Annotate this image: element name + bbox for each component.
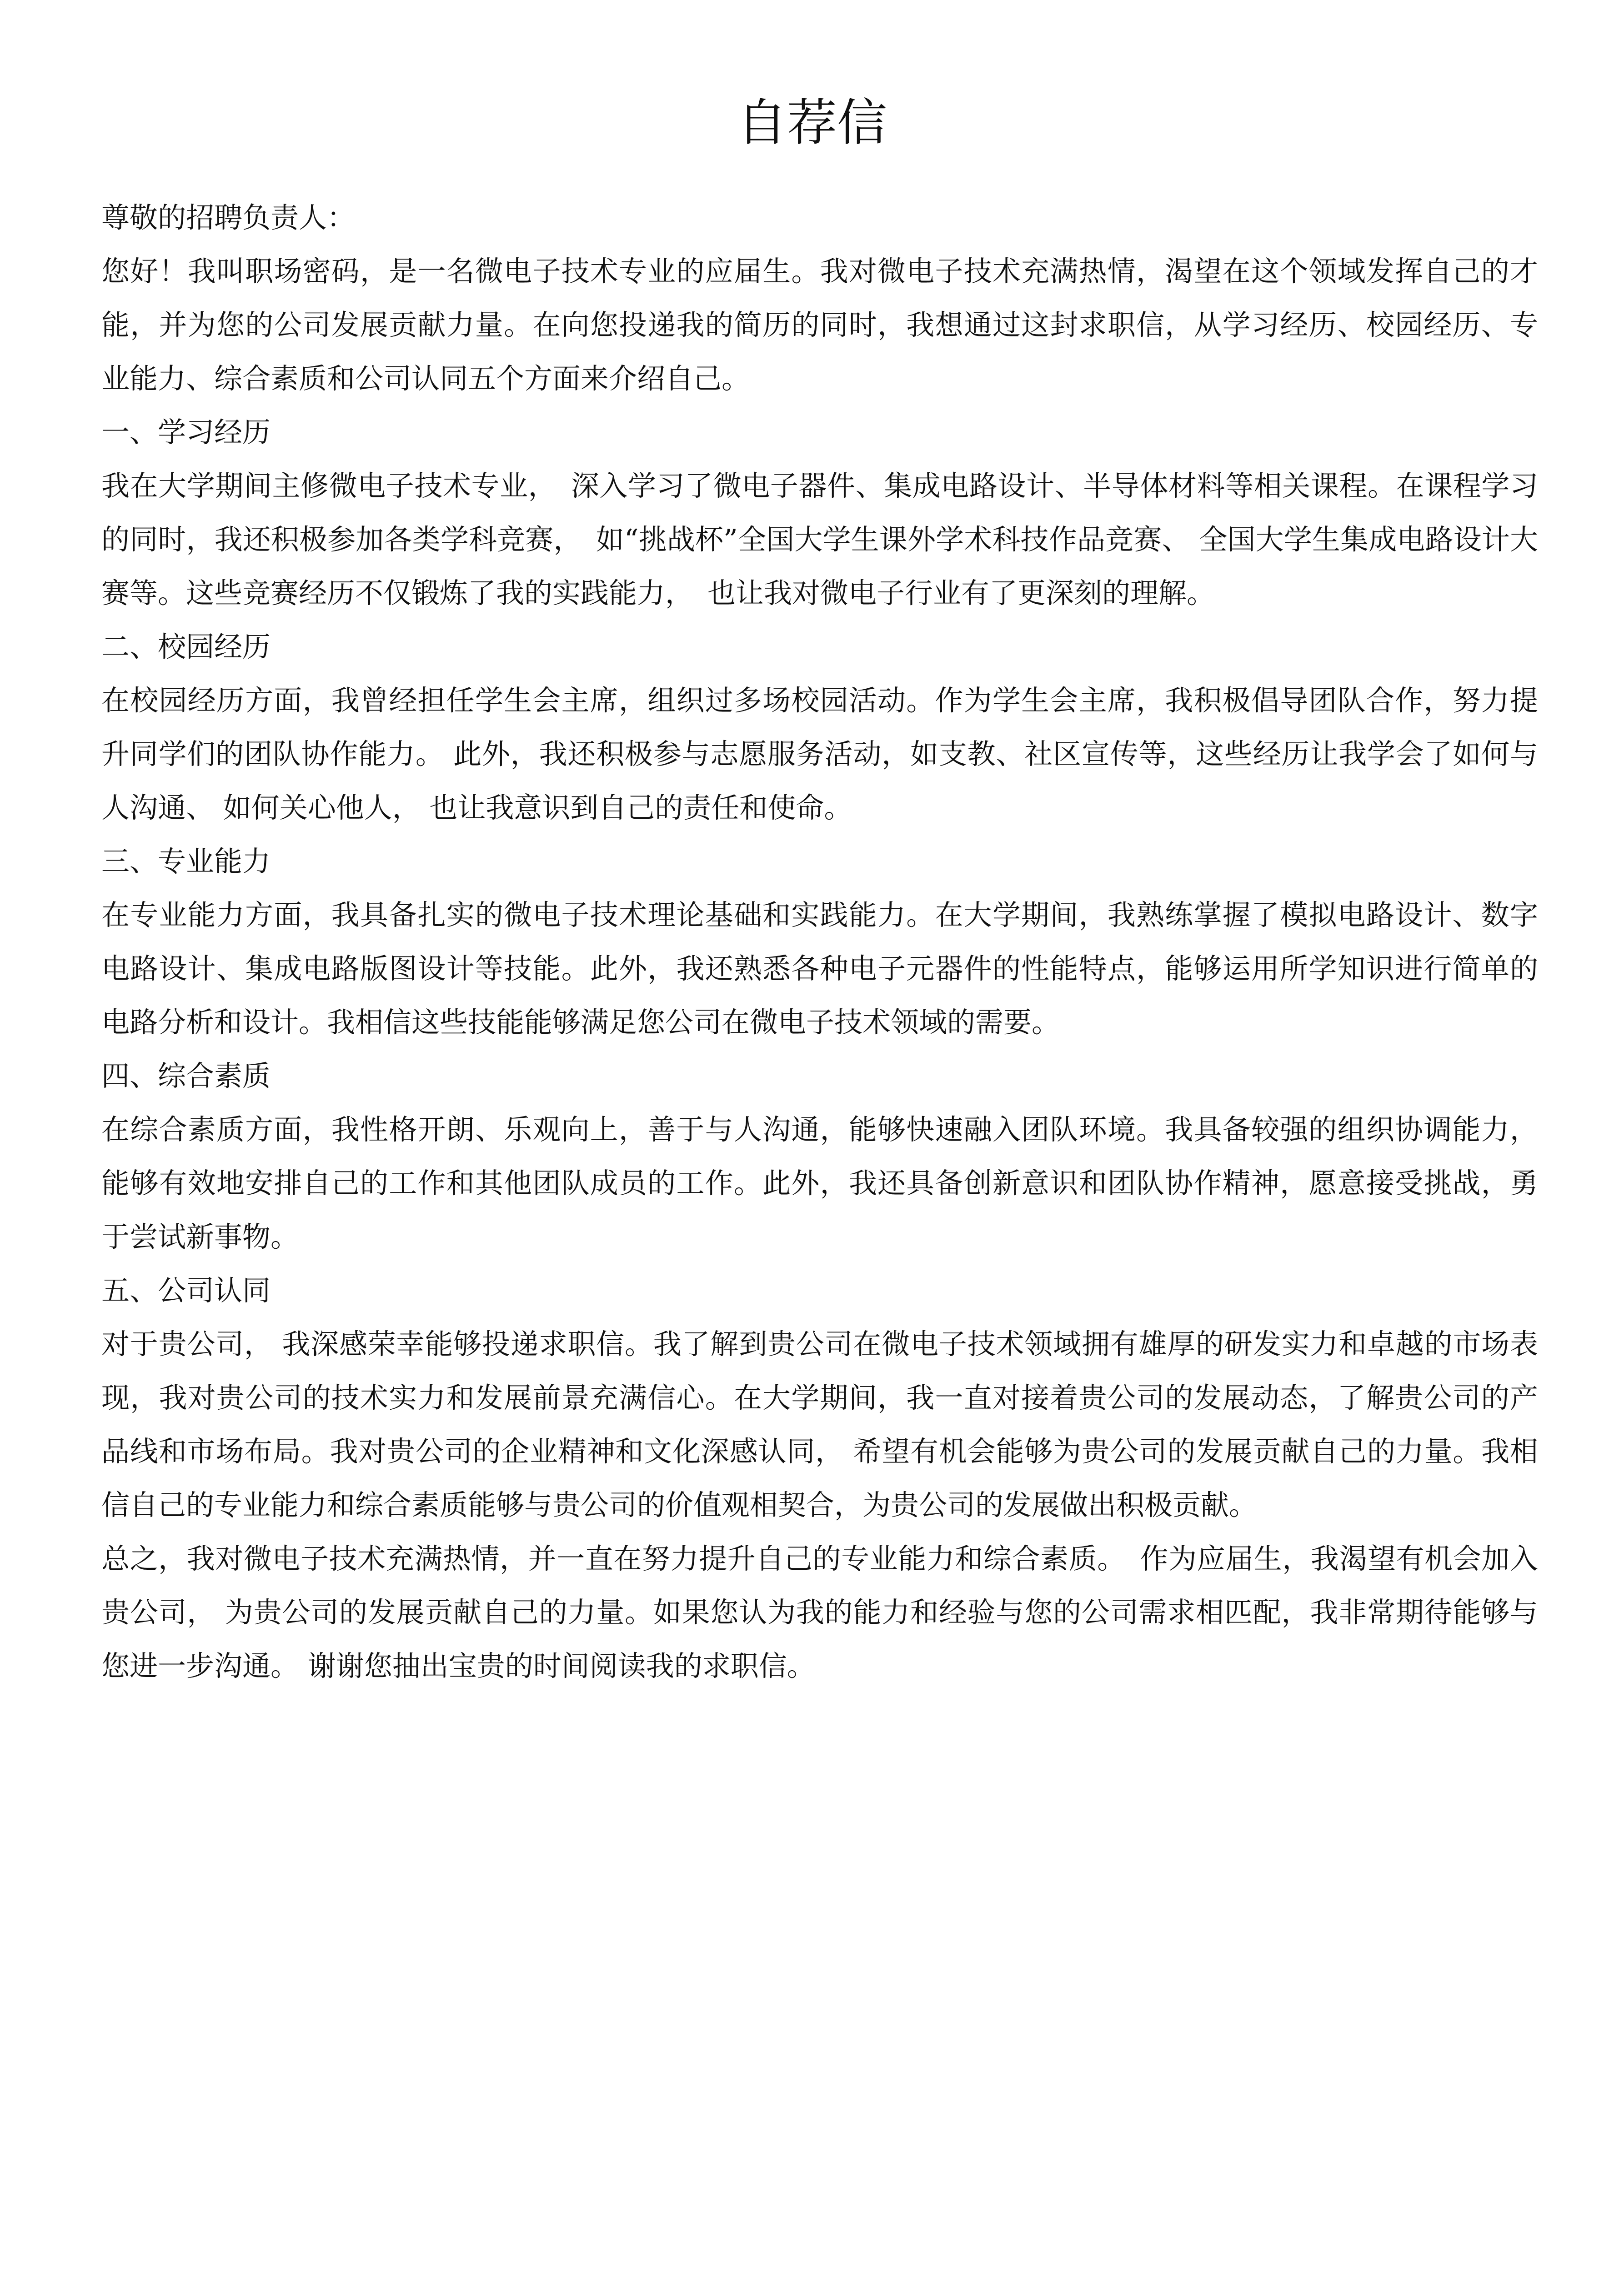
section-heading-study: 一、学习经历 bbox=[101, 416, 271, 449]
intro-paragraph: 您好！我叫职场密码，是一名微电子技术专业的应届生。我对微电子技术充满热情，渴望在这个领域发挥自己的才能，并为您的公司发展贡献力量。在向您投递我的简历的同时，我想通过这封求职信，从学习经历、校园经历、专业能力、综合素质和公司认同五个方面来介绍自己。 bbox=[101, 255, 1538, 395]
letter-title: 自荐信 bbox=[737, 94, 887, 152]
section-text-company: 对于贵公司， 我深感荣幸能够投递求职信。我了解到贵公司在微电子技术领域拥有雄厚的研发实力和卓越的市场表现，我对贵公司的技术实力和发展前景充满信心。在大学期间，我一直对接着贵公司的发展动态，了解贵公司的产品线和市场布局。我对贵公司的企业精神和文化深感认同， 希望有机会能够为贵公司的发展贡献自己的力量。我相信自己的专业能力和综合素质能够与贵公司的价值观相契合，为贵公司的发展做出积极贡献。 bbox=[101, 1327, 1538, 1522]
section-text-qualities: 在综合素质方面，我性格开朗、乐观向上，善于与人沟通，能够快速融入团队环境。我具备较强的组织协调能力，能够有效地安排自己的工作和其他团队成员的工作。此外，我还具备创新意识和团队协作精神，愿意接受挑战，勇于尝试新事物。 bbox=[101, 1113, 1538, 1253]
section-heading-skills: 三、专业能力 bbox=[101, 845, 271, 878]
section-heading-qualities: 四、综合素质 bbox=[101, 1059, 271, 1092]
section-heading-company: 五、公司认同 bbox=[101, 1274, 271, 1307]
closing-paragraph: 总之，我对微电子技术充满热情，并一直在努力提升自己的专业能力和综合素质。 作为应届生，我渴望有机会加入贵公司， 为贵公司的发展贡献自己的力量。如果您认为我的能力和经验与您的公司需求相匹配，我非常期待能够与您进一步沟通。 谢谢您抽出宝贵的时间阅读我的求职信。 bbox=[101, 1542, 1538, 1682]
letter-body bbox=[101, 191, 1538, 1693]
section-text-campus: 在校园经历方面，我曾经担任学生会主席，组织过多场校园活动。作为学生会主席，我积极倡导团队合作，努力提升同学们的团队协作能力。 此外，我还积极参与志愿服务活动，如支教、社区宣传等，这些经历让我学会了如何与人沟通、 如何关心他人， 也让我意识到自己的责任和使命。 bbox=[101, 684, 1538, 824]
section-heading-campus: 二、校园经历 bbox=[101, 630, 271, 663]
section-text-study: 我在大学期间主修微电子技术专业， 深入学习了微电子器件、集成电路设计、半导体材料等相关课程。在课程学习的同时，我还积极参加各类学科竞赛， 如“挑战杯”全国大学生课外学术科技作品竞赛、 全国大学生集成电路设计大赛等。这些竞赛经历不仅锻炼了我的实践能力， 也让我对微电子行业有了更深刻的理解。 bbox=[101, 469, 1538, 610]
section-text-skills: 在专业能力方面，我具备扎实的微电子技术理论基础和实践能力。在大学期间，我熟练掌握了模拟电路设计、数字电路设计、集成电路版图设计等技能。此外，我还熟悉各种电子元器件的性能特点，能够运用所学知识进行简单的电路分析和设计。我相信这些技能能够满足您公司在微电子技术领域的需要。 bbox=[101, 898, 1538, 1039]
salutation: 尊敬的招聘负责人： bbox=[101, 201, 356, 234]
